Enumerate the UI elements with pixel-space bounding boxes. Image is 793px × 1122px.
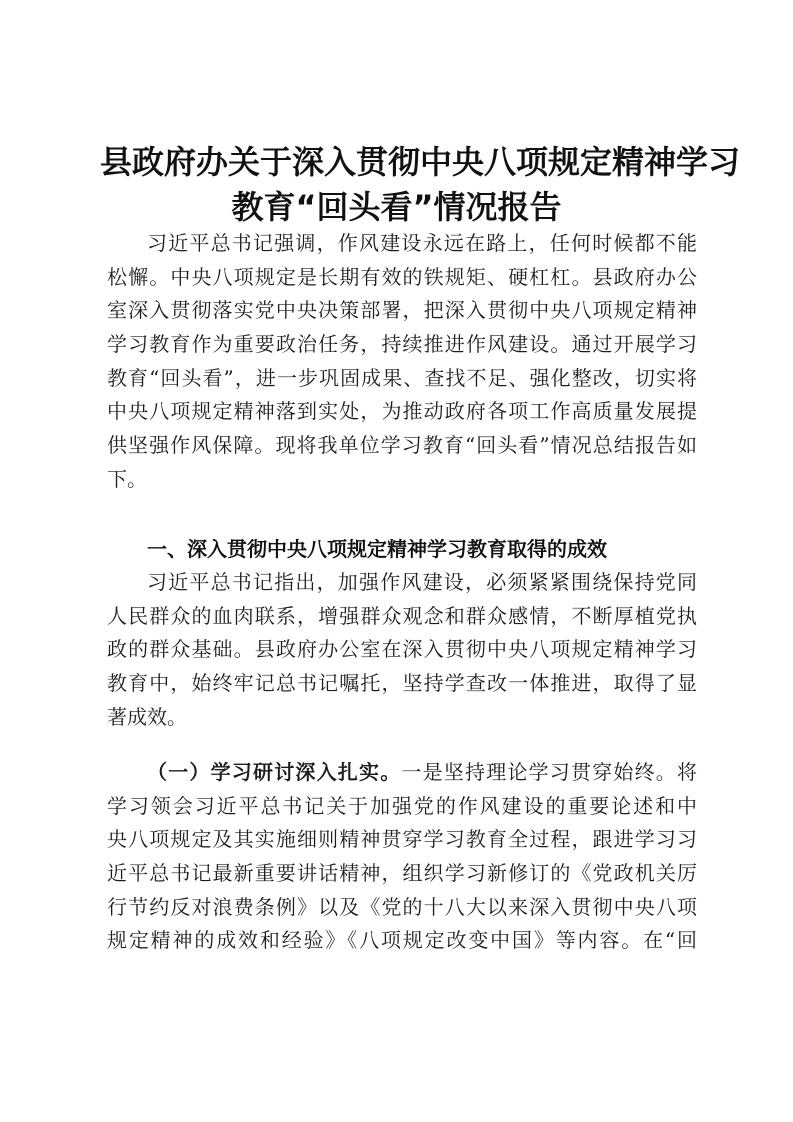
- subsection-1-paragraph: [107, 756, 697, 958]
- paragraph-line: 教育中，始终牢记总书记嘱托，坚持学查改一体推进，取得了显: [107, 671, 697, 696]
- paragraph-line: 教育“回头看”，进一步巩固成果、查找不足、强化整改，切实将: [107, 365, 697, 390]
- paragraph-line: 习近平总书记强调，作风建设永远在路上，任何时候都不能: [147, 231, 697, 255]
- paragraph-line: 规定精神的成效和经验》《八项规定改变中国》等内容。在“回: [107, 928, 697, 953]
- section-1-paragraph: [107, 566, 697, 734]
- paragraph-line: 人民群众的血肉联系，增强群众观念和群众感情，不断厚植党执: [107, 603, 697, 628]
- paragraph-line: 政的群众基础。县政府办公室在深入贯彻中央八项规定精神学习: [107, 637, 697, 662]
- subsection-first-line-text: 一是坚持理论学习贯穿始终。将: [401, 760, 698, 784]
- paragraph-line: 习近平总书记指出，加强作风建设，必须紧紧围绕保持党同: [147, 570, 697, 594]
- paragraph-line: 央八项规定及其实施细则精神贯穿学习教育全过程，跟进学习习: [107, 827, 697, 852]
- paragraph-line: 松懈。中央八项规定是长期有效的铁规矩、硬杠杠。县政府办公: [107, 264, 697, 289]
- paragraph-line: 行节约反对浪费条例》以及《党的十八大以来深入贯彻中央八项: [107, 894, 697, 919]
- subsection-heading: （一）学习研讨深入扎实。: [147, 760, 402, 784]
- paragraph-line: 室深入贯彻落实党中央决策部署，把深入贯彻中央八项规定精神: [107, 298, 697, 323]
- paragraph-line: 下。: [107, 466, 147, 491]
- paragraph-line: 著成效。: [107, 704, 187, 729]
- report-title-line-1: 县政府办关于深入贯彻中央八项规定精神学习: [100, 143, 741, 181]
- intro-paragraph: [107, 227, 697, 497]
- paragraph-line: 近平总书记最新重要讲话精神，组织学习新修订的《党政机关厉: [107, 861, 697, 886]
- section-heading: 一、深入贯彻中央八项规定精神学习教育取得的成效: [147, 537, 607, 561]
- paragraph-line: [107, 756, 697, 790]
- paragraph-line: 学习领会习近平总书记关于加强党的作风建设的重要论述和中: [107, 793, 697, 818]
- paragraph-line: 中央八项规定精神落到实处，为推动政府各项工作高质量发展提: [107, 399, 697, 424]
- report-title-line-2: 教育“回头看”情况报告: [231, 188, 562, 226]
- paragraph-line: 学习教育作为重要政治任务，持续推进作风建设。通过开展学习: [107, 332, 697, 357]
- paragraph-line: 供坚强作风保障。现将我单位学习教育“回头看”情况总结报告如: [107, 433, 697, 458]
- section-1: [107, 531, 697, 567]
